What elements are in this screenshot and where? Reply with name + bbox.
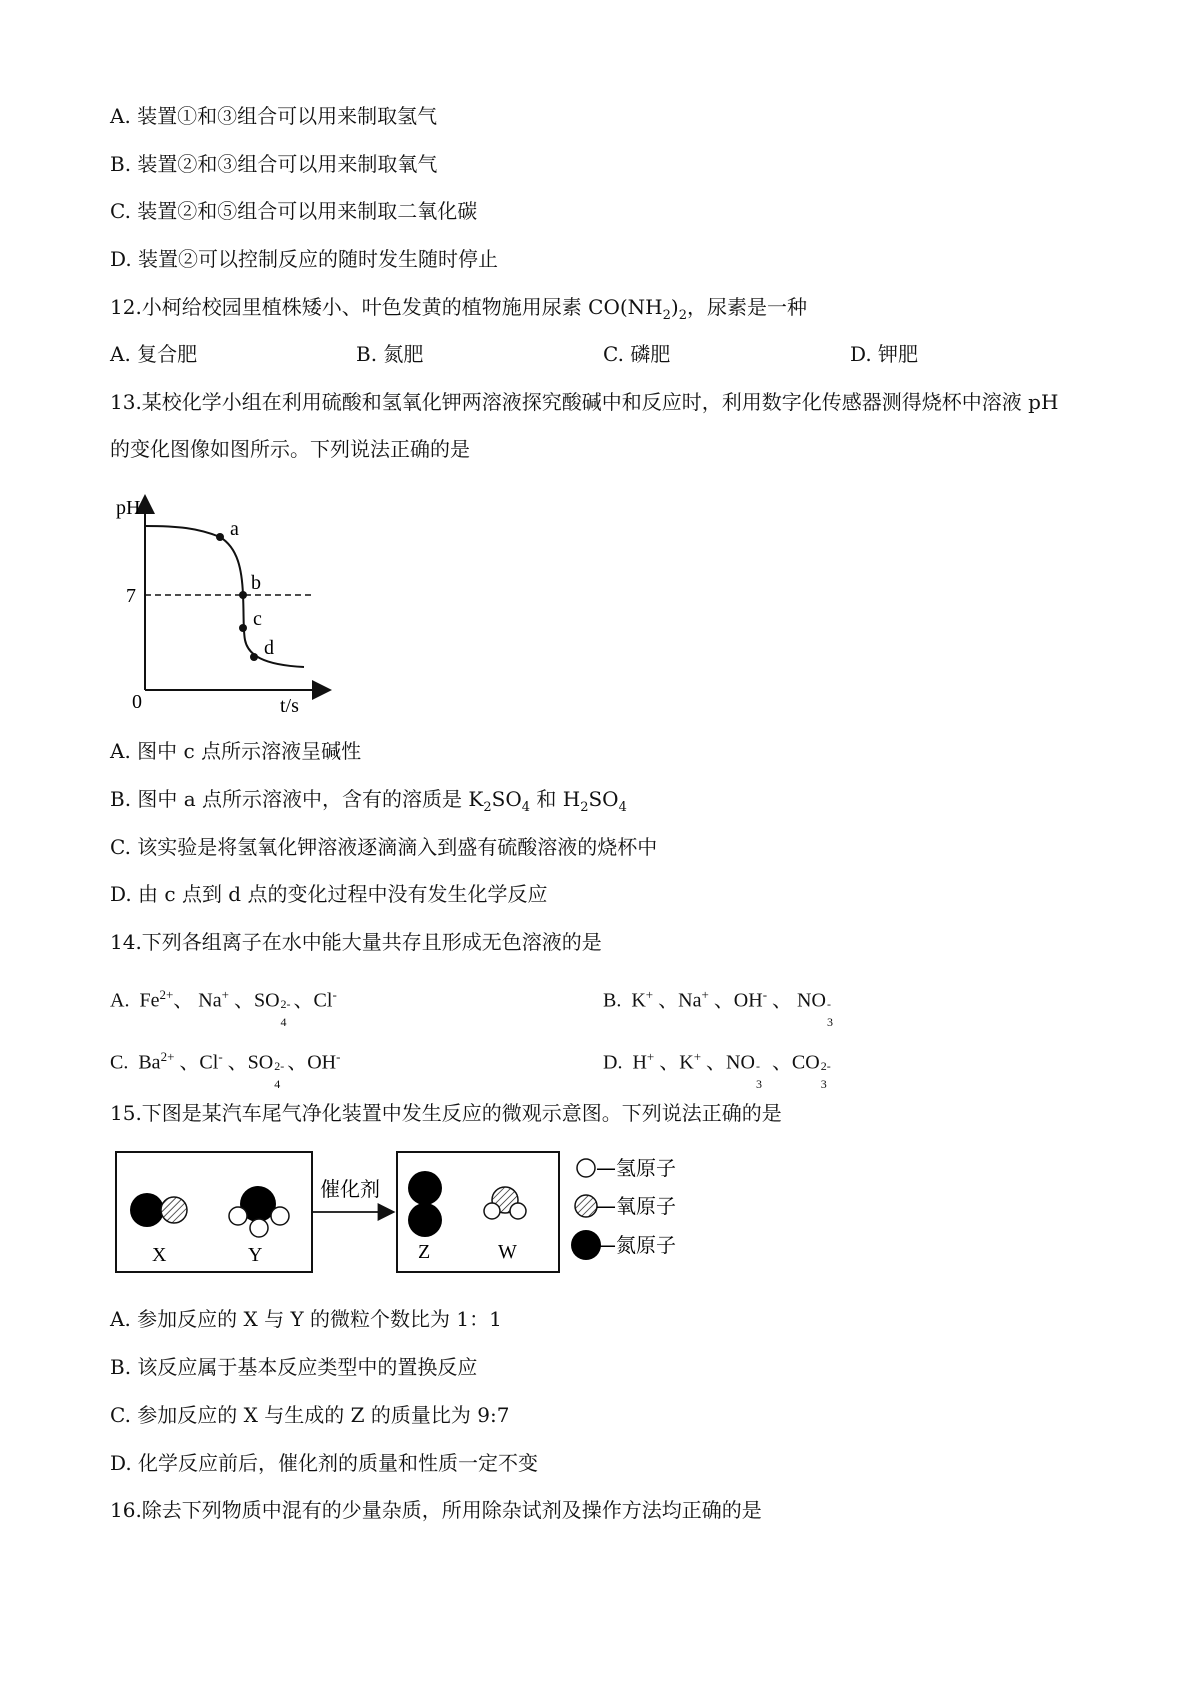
point-d-label: d — [264, 637, 274, 659]
q13-b-sub3: 2 — [580, 800, 589, 815]
point-d — [250, 653, 258, 661]
point-b-label: b — [251, 572, 261, 594]
q11-option-b: B. 装置②和③组合可以用来制取氧气 — [110, 152, 438, 176]
q14-option-c: C. $Ba^{2+}$ 、Cl- 、SO 2- 4 、OH- — [110, 1049, 341, 1091]
ph7-label: 7 — [126, 585, 136, 607]
legend-oxygen-label: —氧原子 — [596, 1194, 676, 1218]
q14-d-label: D. — [603, 1051, 623, 1074]
q13-b-sub4: 4 — [618, 800, 627, 815]
q13-option-a: A. 图中 c 点所示溶液呈碱性 — [110, 739, 362, 763]
q14-b-label: B. — [603, 989, 622, 1012]
q13-b-text: B. 图中 a 点所示溶液中，含有的溶质是 K — [110, 787, 484, 811]
q16-stem: 16.除去下列物质中混有的少量杂质，所用除杂试剂及操作方法均正确的是 — [110, 1498, 762, 1522]
q12-paren: ) — [670, 295, 679, 319]
q14-a-label: A. — [110, 989, 130, 1012]
q13-option-b — [110, 786, 627, 821]
point-c — [239, 624, 247, 632]
q15-option-d: D. 化学反应前后，催化剂的质量和性质一定不变 — [110, 1451, 539, 1475]
q15-stem: 15.下图是某汽车尾气净化装置中发生反应的微观示意图。下列说法正确的是 — [110, 1101, 782, 1125]
y-axis-label: pH — [116, 497, 141, 519]
q12-option-c: C. 磷肥 — [603, 342, 671, 366]
q12-stem — [110, 294, 807, 329]
q15-option-b: B. 该反应属于基本反应类型中的置换反应 — [110, 1355, 478, 1379]
x-oxygen-atom — [161, 1197, 187, 1223]
point-a-label: a — [230, 518, 239, 540]
q14-option-d: D. H+ 、K+ 、NO - 3 、CO 2- 3 — [603, 1049, 831, 1091]
ph-curve — [145, 526, 304, 667]
q14-c-label: C. — [110, 1051, 129, 1074]
q11-option-c: C. 装置②和⑤组合可以用来制取二氧化碳 — [110, 199, 478, 223]
q13-b-so: SO — [491, 787, 522, 811]
q15-option-a: A. 参加反应的 X 与 Y 的微粒个数比为 1：1 — [110, 1307, 502, 1331]
q14-option-a: A. $Fe^{2+}$、 Na+ 、SO 2- 4 、Cl- — [110, 987, 337, 1029]
q13-stem-line1: 13.某校化学小组在利用硫酸和氢氧化钾两溶液探究酸碱中和反应时，利用数字化传感器测得烧杯中溶液 pH — [110, 390, 1059, 414]
w-hydrogen-atom-2 — [510, 1203, 526, 1219]
q14-stem: 14.下列各组离子在水中能大量共存且形成无色溶液的是 — [110, 930, 602, 954]
legend-hydrogen-label: —氢原子 — [596, 1156, 676, 1180]
legend-oxygen-icon — [575, 1195, 597, 1217]
legend-nitrogen-label: —氮原子 — [596, 1233, 676, 1257]
reaction-diagram — [112, 1148, 692, 1288]
origin-label: 0 — [132, 691, 142, 713]
q13-option-c: C. 该实验是将氢氧化钾溶液逐滴滴入到盛有硫酸溶液的烧杯中 — [110, 835, 658, 859]
q13-b-and: 和 H — [530, 787, 581, 811]
y-hydrogen-atom-2 — [271, 1207, 289, 1225]
z-nitrogen-atom-2 — [408, 1203, 442, 1237]
z-nitrogen-atom-1 — [408, 1171, 442, 1205]
q12-option-d: D. 钾肥 — [850, 342, 919, 366]
q13-b-so2: SO — [588, 787, 619, 811]
x-axis-label: t/s — [280, 695, 299, 715]
x-nitrogen-atom — [130, 1193, 164, 1227]
label-x: X — [152, 1244, 167, 1266]
q12-stem-text: 12.小柯给校园里植株矮小、叶色发黄的植物施用尿素 CO(NH — [110, 295, 663, 319]
label-w: W — [498, 1241, 517, 1263]
q12-sub: 2 — [662, 308, 671, 323]
point-b — [239, 591, 247, 599]
q13-option-d: D. 由 c 点到 d 点的变化过程中没有发生化学反应 — [110, 882, 548, 906]
w-hydrogen-atom-1 — [484, 1203, 500, 1219]
y-hydrogen-atom-3 — [250, 1219, 268, 1237]
q14-option-b: B. K+ 、Na+ 、OH- 、 NO - 3 — [603, 987, 833, 1029]
q13-b-sub2: 4 — [521, 800, 531, 815]
label-z: Z — [418, 1241, 431, 1263]
q12-option-a: A. 复合肥 — [110, 342, 198, 366]
label-y: Y — [248, 1244, 263, 1266]
q13-stem-line2: 的变化图像如图所示。下列说法正确的是 — [110, 437, 470, 461]
q12-stem-end: ，尿素是一种 — [686, 295, 807, 319]
q12-sub2: 2 — [678, 308, 687, 323]
point-c-label: c — [253, 608, 262, 630]
q12-option-b: B. 氮肥 — [356, 342, 424, 366]
q15-option-c: C. 参加反应的 X 与生成的 Z 的质量比为 9:7 — [110, 1403, 510, 1427]
legend-hydrogen-icon — [577, 1159, 595, 1177]
q11-option-a: A. 装置①和③组合可以用来制取氢气 — [110, 104, 438, 128]
catalyst-label: 催化剂 — [320, 1177, 380, 1201]
y-hydrogen-atom-1 — [229, 1207, 247, 1225]
q13-b-sub1: 2 — [483, 800, 492, 815]
q11-option-d: D. 装置②可以控制反应的随时发生随时停止 — [110, 247, 499, 271]
ph-graph — [108, 490, 348, 715]
point-a — [216, 533, 224, 541]
